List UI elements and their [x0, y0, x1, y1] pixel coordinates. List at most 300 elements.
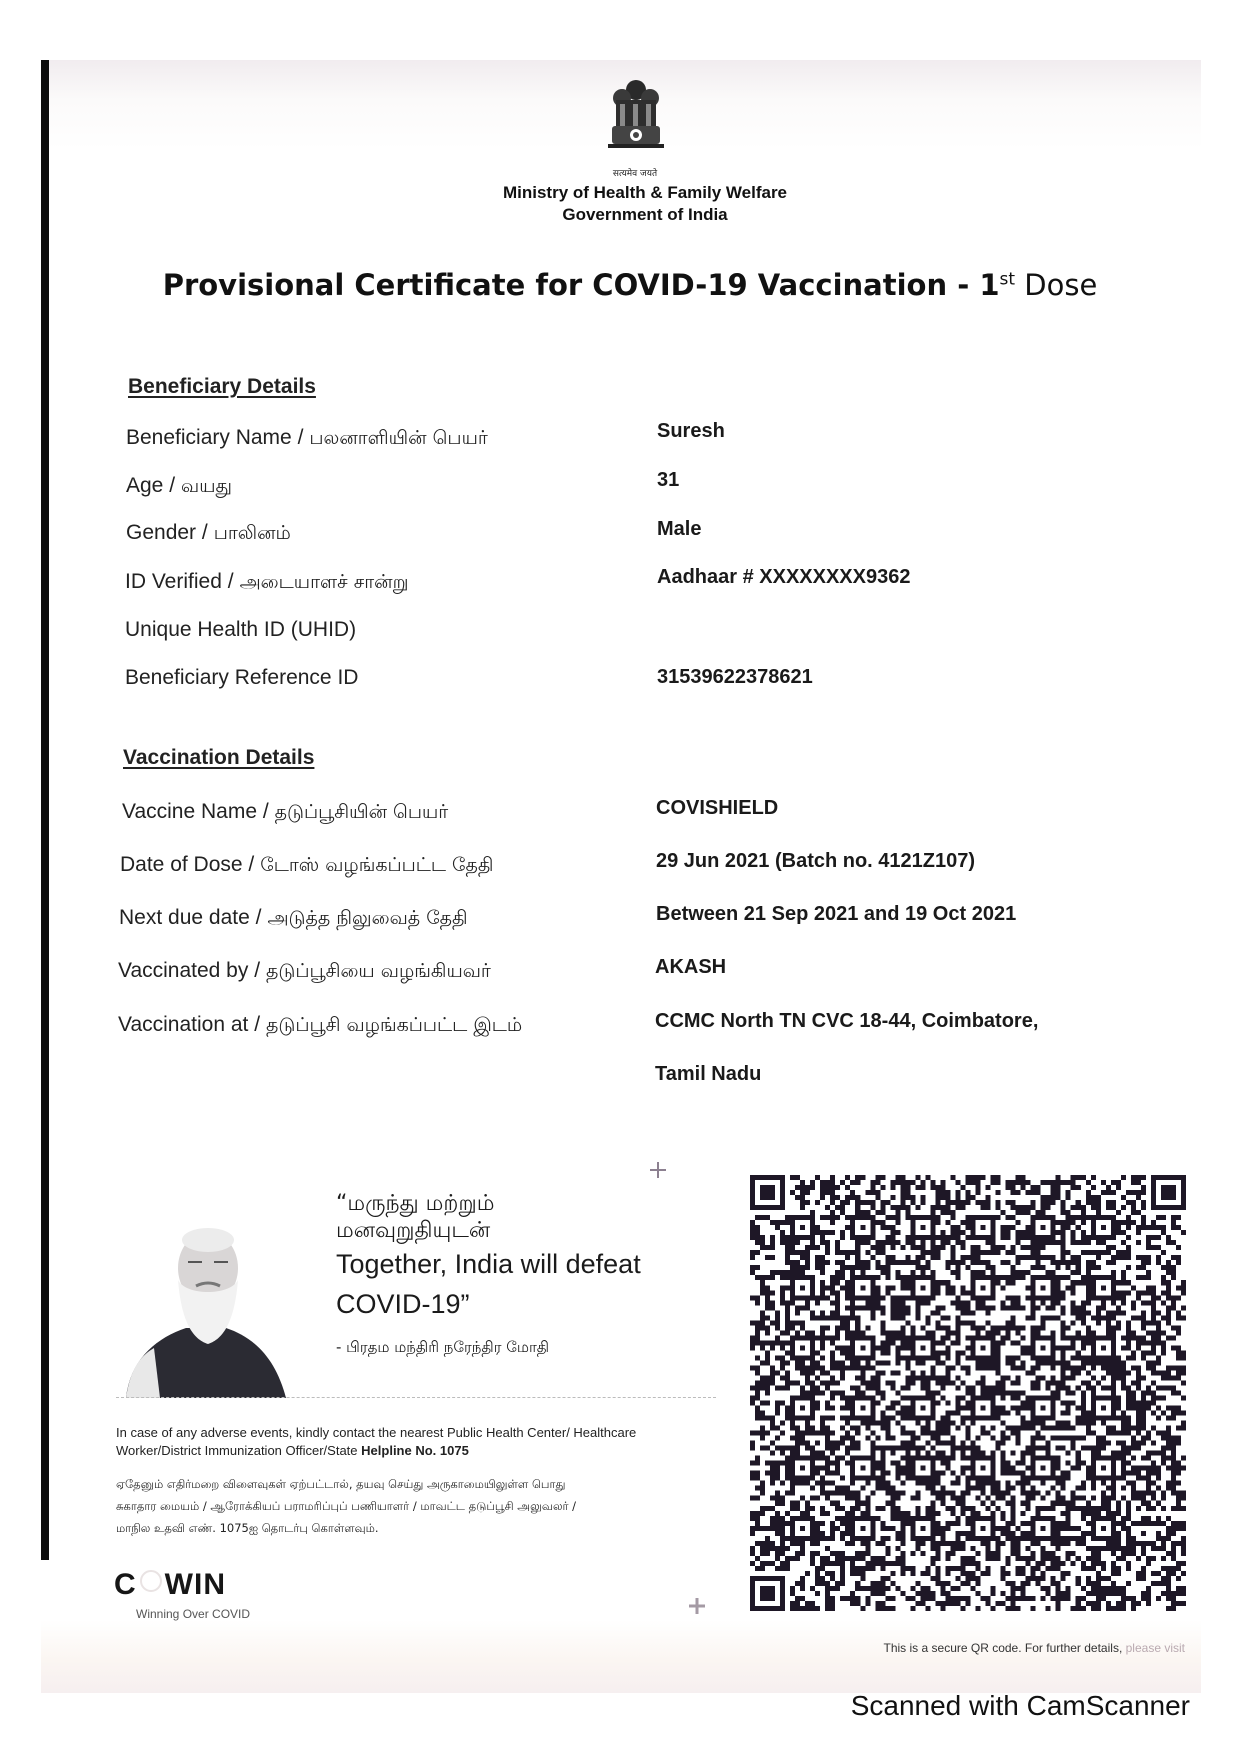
qr-module — [1016, 1210, 1031, 1215]
qr-module — [1061, 1365, 1086, 1370]
qr-module — [930, 1521, 940, 1526]
qr-module — [971, 1230, 976, 1235]
qr-module — [1066, 1461, 1071, 1466]
qr-module — [1081, 1561, 1086, 1566]
qr-module — [860, 1486, 865, 1491]
qr-module — [945, 1220, 950, 1225]
qr-module — [986, 1601, 991, 1606]
qr-module — [770, 1365, 775, 1370]
qr-module — [1036, 1506, 1056, 1511]
qr-module — [1091, 1365, 1096, 1370]
qr-module — [750, 1601, 755, 1606]
qr-module — [875, 1436, 880, 1441]
qr-module — [870, 1255, 875, 1260]
qr-module — [770, 1481, 775, 1486]
qr-module — [760, 1426, 765, 1431]
qr-module — [935, 1190, 950, 1195]
qr-module — [1161, 1190, 1176, 1195]
qr-module — [1111, 1350, 1116, 1355]
qr-module — [1061, 1511, 1071, 1516]
qr-module — [930, 1310, 940, 1315]
qr-module — [890, 1571, 895, 1576]
qr-module — [820, 1355, 825, 1360]
qr-module — [1111, 1466, 1116, 1471]
qr-module — [920, 1426, 930, 1431]
qr-module — [930, 1401, 940, 1406]
qr-module — [790, 1190, 795, 1195]
qr-module — [971, 1280, 976, 1285]
qr-module — [775, 1551, 785, 1556]
qr-module — [1031, 1551, 1036, 1556]
qr-module — [955, 1501, 965, 1506]
qr-module — [996, 1601, 1006, 1606]
quote-attribution: - பிரதம மந்திரி நரேந்திர மோதி — [336, 1338, 550, 1356]
qr-module — [1126, 1390, 1136, 1395]
qr-module — [1051, 1190, 1061, 1195]
qr-module — [1016, 1571, 1026, 1576]
qr-module — [1151, 1205, 1186, 1210]
qr-module — [755, 1556, 760, 1561]
qr-module — [1056, 1175, 1061, 1180]
qr-module — [850, 1180, 860, 1185]
qr-module — [930, 1185, 945, 1190]
qr-module — [790, 1501, 800, 1506]
qr-module — [1121, 1195, 1126, 1200]
registration-mark-icon — [649, 1161, 667, 1179]
qr-module — [935, 1451, 945, 1456]
qr-module — [920, 1380, 930, 1385]
qr-module — [1011, 1396, 1021, 1401]
quote-tamil-line1: “மருந்து மற்றும் — [336, 1191, 495, 1216]
qr-module — [935, 1325, 950, 1330]
qr-module — [1131, 1496, 1146, 1501]
qr-module — [930, 1411, 935, 1416]
qr-module — [845, 1225, 855, 1230]
qr-module — [1086, 1180, 1091, 1185]
qr-module — [785, 1456, 830, 1461]
qr-module — [991, 1285, 996, 1290]
qr-module — [965, 1370, 970, 1375]
qr-module — [845, 1330, 865, 1335]
qr-module — [760, 1506, 775, 1511]
qr-module — [1106, 1310, 1126, 1315]
qr-module — [795, 1195, 805, 1200]
qr-module — [1131, 1205, 1136, 1210]
qr-module — [996, 1441, 1006, 1446]
qr-module — [1061, 1370, 1066, 1375]
qr-module — [760, 1280, 765, 1285]
qr-module — [900, 1406, 915, 1411]
qr-module — [900, 1571, 905, 1576]
qr-module — [1161, 1436, 1181, 1441]
qr-module — [1086, 1546, 1136, 1551]
qr-module — [940, 1315, 950, 1320]
qr-module — [870, 1280, 875, 1285]
qr-module — [1171, 1225, 1181, 1230]
qr-module — [905, 1255, 910, 1260]
qr-module — [910, 1496, 920, 1501]
qr-module — [1131, 1456, 1136, 1461]
qr-module — [1126, 1536, 1136, 1541]
qr-module — [780, 1300, 795, 1305]
qr-module — [875, 1250, 885, 1255]
qr-module — [800, 1546, 805, 1551]
qr-module — [870, 1531, 875, 1536]
qr-module — [1141, 1355, 1146, 1360]
qr-module — [1006, 1360, 1016, 1365]
qr-module — [755, 1456, 760, 1461]
qr-module — [915, 1581, 920, 1586]
qr-module — [1001, 1421, 1006, 1426]
qr-module — [981, 1501, 986, 1506]
qr-module — [1151, 1461, 1156, 1466]
qr-module — [991, 1426, 996, 1431]
qr-module — [915, 1315, 920, 1320]
qr-module — [880, 1521, 885, 1526]
qr-module — [1111, 1571, 1121, 1576]
qr-module — [1136, 1255, 1151, 1260]
qr-module — [900, 1185, 910, 1190]
qr-module — [1156, 1501, 1161, 1506]
qr-module — [1051, 1260, 1081, 1265]
qr-module — [991, 1220, 996, 1225]
qr-module — [865, 1436, 870, 1441]
qr-module — [1161, 1591, 1186, 1596]
qr-module — [1041, 1320, 1046, 1325]
registration-mark-icon — [688, 1597, 706, 1615]
date-of-dose-label — [120, 853, 494, 879]
qr-module — [880, 1330, 905, 1335]
qr-module — [1126, 1396, 1136, 1401]
qr-module — [1086, 1195, 1101, 1200]
qr-module — [986, 1496, 991, 1501]
qr-module — [810, 1551, 820, 1556]
qr-module — [1141, 1596, 1151, 1601]
qr-module — [1071, 1355, 1121, 1360]
qr-module — [960, 1571, 975, 1576]
quote-english-line1: Together, India will defeat — [336, 1249, 641, 1279]
qr-module — [996, 1370, 1001, 1375]
qr-module — [760, 1436, 765, 1441]
qr-module — [920, 1345, 925, 1350]
qr-module — [965, 1335, 995, 1340]
label-ta: தடுப்பூசியை வழங்கியவர் — [266, 960, 491, 982]
qr-module — [915, 1360, 925, 1365]
qr-module — [1016, 1260, 1021, 1265]
qr-module — [865, 1601, 870, 1606]
qr-module — [1051, 1581, 1061, 1586]
qr-module — [840, 1576, 845, 1581]
qr-module — [1041, 1466, 1046, 1471]
qr-module — [810, 1401, 820, 1406]
qr-module — [971, 1325, 986, 1330]
qr-module — [825, 1250, 830, 1255]
qr-module — [845, 1451, 850, 1456]
qr-module — [825, 1591, 830, 1596]
qr-module — [1016, 1220, 1021, 1225]
qr-module — [1071, 1240, 1091, 1245]
qr-module — [780, 1230, 785, 1235]
cowin-logo-c: C — [114, 1568, 137, 1601]
qr-module — [965, 1385, 975, 1390]
qr-module — [820, 1240, 830, 1245]
qr-module — [1111, 1526, 1116, 1531]
qr-module — [991, 1290, 996, 1295]
qr-module — [1081, 1235, 1116, 1240]
qr-module — [950, 1270, 960, 1275]
qr-module — [950, 1255, 955, 1260]
qr-module — [1156, 1355, 1161, 1360]
qr-module — [1121, 1466, 1126, 1471]
qr-module — [1131, 1210, 1141, 1215]
qr-module — [750, 1295, 760, 1300]
qr-module — [950, 1496, 965, 1501]
qr-module — [865, 1325, 870, 1330]
qr-module — [830, 1526, 840, 1531]
qr-module — [1006, 1486, 1016, 1491]
qr-module — [1131, 1175, 1146, 1180]
qr-module — [900, 1325, 905, 1330]
label-en: Next due date / — [119, 906, 262, 929]
qr-module — [1041, 1571, 1046, 1576]
qr-module — [1091, 1551, 1101, 1556]
qr-module — [1026, 1315, 1036, 1320]
qr-module — [955, 1385, 960, 1390]
qr-module — [785, 1215, 815, 1220]
qr-module — [785, 1556, 800, 1561]
qr-module — [1041, 1496, 1046, 1501]
qr-module — [810, 1350, 820, 1355]
qr-module — [1171, 1546, 1176, 1551]
qr-module — [1011, 1511, 1016, 1516]
qr-module — [810, 1556, 815, 1561]
qr-module — [905, 1451, 910, 1456]
qr-module — [765, 1300, 775, 1305]
qr-module — [976, 1200, 991, 1205]
qr-module — [1031, 1325, 1046, 1330]
qr-module — [855, 1581, 860, 1586]
qr-module — [1026, 1295, 1066, 1300]
qr-module — [1166, 1486, 1176, 1491]
qr-module — [870, 1461, 885, 1466]
qr-module — [1126, 1406, 1151, 1411]
qr-module — [1031, 1441, 1036, 1446]
qr-module — [1096, 1436, 1106, 1441]
qr-module — [805, 1330, 815, 1335]
qr-module — [760, 1185, 775, 1190]
qr-module — [960, 1365, 970, 1370]
qr-module — [770, 1521, 795, 1526]
qr-module — [1126, 1401, 1156, 1406]
qr-module — [1031, 1310, 1036, 1315]
qr-module — [1051, 1345, 1076, 1350]
qr-module — [1086, 1385, 1096, 1390]
qr-module — [885, 1501, 895, 1506]
qr-module — [850, 1566, 875, 1571]
qr-module — [1081, 1220, 1086, 1225]
qr-module — [1036, 1431, 1041, 1436]
qr-module — [1131, 1466, 1161, 1471]
qr-module — [1081, 1531, 1096, 1536]
qr-module — [976, 1365, 1001, 1370]
qr-module — [905, 1235, 960, 1240]
qr-module — [915, 1265, 930, 1270]
qr-module — [1136, 1265, 1146, 1270]
qr-module — [775, 1325, 780, 1330]
qr-module — [1161, 1556, 1166, 1561]
qr-module — [1031, 1471, 1036, 1476]
qr-module — [1126, 1265, 1131, 1270]
qr-module — [895, 1390, 900, 1395]
qr-module — [960, 1310, 975, 1315]
qr-module — [1031, 1571, 1036, 1576]
qr-module — [845, 1335, 875, 1340]
qr-module — [1126, 1215, 1131, 1220]
qr-module — [750, 1431, 770, 1436]
qr-module — [920, 1325, 925, 1330]
qr-module — [1026, 1506, 1031, 1511]
qr-module — [935, 1571, 940, 1576]
qr-module — [900, 1416, 935, 1421]
qr-module — [996, 1496, 1006, 1501]
qr-module — [1061, 1245, 1066, 1250]
qr-module — [935, 1380, 955, 1385]
qr-module — [1166, 1531, 1176, 1536]
vaccine-name-value: COVISHIELD — [656, 797, 779, 819]
qr-module — [875, 1195, 880, 1200]
qr-module — [810, 1290, 815, 1295]
qr-module — [785, 1245, 795, 1250]
qr-module — [1061, 1235, 1066, 1240]
qr-module — [825, 1245, 830, 1250]
qr-module — [765, 1536, 770, 1541]
qr-module — [880, 1576, 890, 1581]
qr-module — [760, 1596, 775, 1601]
qr-module — [1111, 1461, 1116, 1466]
qr-module — [820, 1325, 830, 1330]
qr-module — [1111, 1255, 1131, 1260]
qr-module — [981, 1426, 986, 1431]
qr-module — [1011, 1406, 1036, 1411]
vaccination-details-heading: Vaccination Details — [123, 746, 315, 769]
qr-module — [1121, 1426, 1146, 1431]
qr-module — [1151, 1180, 1156, 1185]
qr-module — [1091, 1526, 1096, 1531]
qr-module — [1111, 1531, 1121, 1536]
qr-module — [960, 1290, 975, 1295]
qr-module — [1046, 1451, 1051, 1456]
qr-module — [930, 1466, 935, 1471]
qr-module — [996, 1380, 1006, 1385]
qr-module — [835, 1516, 880, 1521]
qr-module — [910, 1436, 920, 1441]
qr-module — [770, 1466, 780, 1471]
qr-module — [950, 1451, 955, 1456]
qr-module — [1166, 1406, 1181, 1411]
qr-module — [840, 1200, 850, 1205]
qr-module — [790, 1586, 795, 1591]
qr-module — [1081, 1230, 1086, 1235]
qr-module — [1111, 1300, 1116, 1305]
qr-module — [775, 1315, 780, 1320]
qr-module — [1036, 1360, 1071, 1365]
qr-module — [965, 1436, 970, 1441]
qr-module — [790, 1290, 795, 1295]
qr-module — [1076, 1601, 1081, 1606]
qr-module — [986, 1320, 991, 1325]
qr-module — [991, 1471, 996, 1476]
qr-module — [1131, 1350, 1136, 1355]
qr-module — [915, 1300, 930, 1305]
qr-module — [1006, 1215, 1016, 1220]
qr-module — [835, 1305, 840, 1310]
qr-module — [920, 1285, 925, 1290]
qr-module — [1046, 1491, 1051, 1496]
qr-module — [775, 1411, 780, 1416]
qr-module — [1151, 1581, 1171, 1586]
qr-module — [1161, 1290, 1171, 1295]
qr-module — [870, 1526, 875, 1531]
qr-module — [880, 1416, 895, 1421]
qr-module — [971, 1396, 996, 1401]
qr-module — [850, 1466, 855, 1471]
qr-module — [880, 1350, 890, 1355]
qr-module — [875, 1390, 885, 1395]
qr-module — [895, 1275, 935, 1280]
cowin-logo-win: WIN — [164, 1568, 226, 1601]
qr-module — [1131, 1305, 1136, 1310]
qr-module — [945, 1596, 970, 1601]
qr-module — [1081, 1250, 1111, 1255]
qr-module — [955, 1576, 960, 1581]
qr-module — [1091, 1606, 1101, 1611]
qr-module — [860, 1380, 880, 1385]
qr-module — [1161, 1265, 1176, 1270]
qr-module — [850, 1340, 855, 1345]
qr-module — [960, 1561, 980, 1566]
age-label — [126, 474, 232, 500]
qr-module — [820, 1285, 835, 1290]
qr-module — [1156, 1260, 1161, 1265]
qr-module — [780, 1451, 785, 1456]
qr-module — [1076, 1576, 1081, 1581]
qr-module — [1171, 1491, 1186, 1496]
qr-module — [1026, 1285, 1036, 1290]
qr-module — [955, 1516, 960, 1521]
qr-module — [810, 1210, 815, 1215]
qr-module — [1076, 1200, 1081, 1205]
qr-module — [780, 1180, 785, 1185]
qr-module — [1141, 1436, 1151, 1441]
qr-module — [755, 1486, 765, 1491]
qr-module — [830, 1280, 840, 1285]
qr-module — [850, 1310, 855, 1315]
title-superscript: st — [999, 269, 1016, 290]
qr-module — [1136, 1275, 1151, 1280]
qr-module — [780, 1431, 785, 1436]
qr-module — [991, 1325, 1026, 1330]
qr-module — [955, 1315, 960, 1320]
qr-module — [1031, 1456, 1061, 1461]
qr-module — [1021, 1491, 1041, 1496]
qr-module — [965, 1235, 995, 1240]
qr-module — [1006, 1200, 1016, 1205]
qr-module — [1146, 1270, 1151, 1275]
qr-module — [820, 1556, 830, 1561]
qr-module — [965, 1576, 980, 1581]
qr-module — [910, 1290, 915, 1295]
qr-module — [820, 1345, 825, 1350]
